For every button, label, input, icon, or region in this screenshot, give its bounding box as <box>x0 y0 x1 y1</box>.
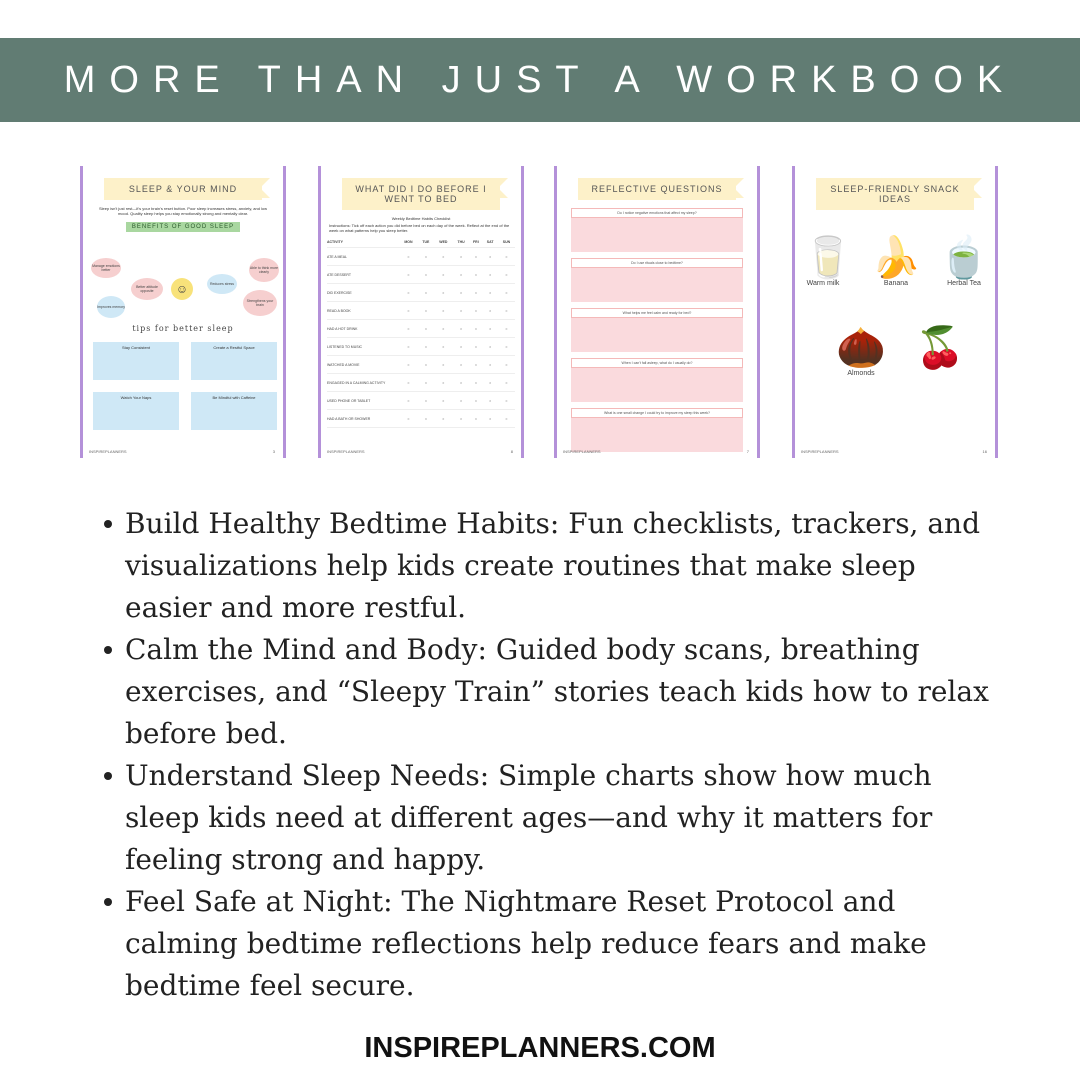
preview-title: WHAT DID I DO BEFORE I WENT TO BED <box>342 178 500 210</box>
preview-page-number: 8 <box>510 449 513 454</box>
activity-label: DID EXERCISE <box>327 284 399 302</box>
question-label: What is one small change I could try to improve my sleep this week? <box>571 408 743 418</box>
table-row: WATCHED A MOVIE ○ ○ ○ ○ ○ ○ ○ <box>327 356 515 374</box>
answer-box <box>571 368 743 402</box>
benefit-blob: Better attitude opposite <box>131 278 163 300</box>
activity-label: ATE A MEAL <box>327 248 399 266</box>
snack-item <box>829 326 893 377</box>
tea-icon: 🍵 <box>939 236 989 280</box>
preview-footer: INSPIREPLANNERS <box>563 449 601 454</box>
feature-bullet: Feel Safe at Night: The Nightmare Reset Protocol and calming bedtime reflections help reduce fears and make bedtime feel secure. <box>100 881 1000 1007</box>
table-row: USED PHONE OR TABLET ○ ○ ○ ○ ○ ○ ○ <box>327 392 515 410</box>
table-header-row <box>327 237 515 248</box>
activity-label: HAD A HOT DRINK <box>327 320 399 338</box>
column-header: TUE <box>418 237 434 248</box>
feature-bullet: Understand Sleep Needs: Simple charts show how much sleep kids need at different ages—and why it matters for feeling strong and happy. <box>100 755 1000 881</box>
tip-box: Stay Consistent <box>93 342 179 380</box>
benefit-blob: Strengthens your brain <box>243 290 277 316</box>
answer-box <box>571 268 743 302</box>
benefit-blob: Manage emotions better <box>91 258 121 278</box>
answer-box <box>571 218 743 252</box>
preview-page-number: 16 <box>982 449 987 454</box>
snack-item <box>871 236 921 287</box>
activity-label: WATCHED A MOVIE <box>327 356 399 374</box>
tips-title: tips for better sleep <box>132 324 234 333</box>
preview-title: SLEEP & YOUR MIND <box>104 178 262 200</box>
website-url: INSPIREPLANNERS.COM <box>364 1032 716 1064</box>
preview-footer: INSPIREPLANNERS <box>89 449 127 454</box>
preview-footer: INSPIREPLANNERS <box>801 449 839 454</box>
benefit-blob: Reduces stress <box>207 274 237 294</box>
table-row: HAD A BATH OR SHOWER ○ ○ ○ ○ ○ ○ ○ <box>327 410 515 428</box>
benefit-blob: Able to think more clearly <box>249 258 279 282</box>
table-row: DID EXERCISE ○ ○ ○ ○ ○ ○ ○ <box>327 284 515 302</box>
answer-box <box>571 418 743 452</box>
snack-label: Herbal Tea <box>947 280 981 287</box>
table-row: READ A BOOK ○ ○ ○ ○ ○ ○ ○ <box>327 302 515 320</box>
tip-box: Create a Restful Space <box>191 342 277 380</box>
milk-icon: 🥛 <box>803 236 853 280</box>
column-header: THU <box>453 237 470 248</box>
activity-label: LISTENED TO MUSIC <box>327 338 399 356</box>
column-header: SUN <box>498 237 515 248</box>
preview-title: REFLECTIVE QUESTIONS <box>578 178 736 200</box>
answer-box <box>571 318 743 352</box>
column-header: FRI <box>469 237 482 248</box>
page-previews <box>0 166 1080 460</box>
feature-bullet: Build Healthy Bedtime Habits: Fun checklists, trackers, and visualizations help kids create routines that make sleep easier and more restful. <box>100 503 1000 629</box>
activity-label: USED PHONE OR TABLET <box>327 392 399 410</box>
snack-item <box>803 236 853 287</box>
preview-title: SLEEP-FRIENDLY SNACK IDEAS <box>816 178 974 210</box>
cherries-icon: 🍒 <box>915 326 965 370</box>
snack-item <box>937 236 991 287</box>
question-label: What helps me feel calm and ready for bed? <box>571 308 743 318</box>
column-header: SAT <box>482 237 498 248</box>
benefits-title: BENEFITS OF GOOD SLEEP <box>126 222 240 232</box>
preview-page-reflective-questions <box>554 166 760 458</box>
tip-box: Watch Your Naps <box>93 392 179 430</box>
question-label: Do I use rituals close to bedtime? <box>571 258 743 268</box>
table-row: ENGAGED IN A CALMING ACTIVITY ○ ○ ○ ○ ○ ○ ○ <box>327 374 515 392</box>
preview-instructions: Instructions: Tick off each action you did before bed on each day of the week. Reflect at the end of the week on what patterns help you sleep better. <box>329 223 510 233</box>
habits-table <box>327 237 515 428</box>
snack-label: Banana <box>883 280 909 287</box>
preview-page-bedtime-checklist <box>318 166 524 458</box>
feature-bullet: Calm the Mind and Body: Guided body scans, breathing exercises, and “Sleepy Train” stories teach kids how to relax before bed. <box>100 629 1000 755</box>
table-row: LISTENED TO MUSIC ○ ○ ○ ○ ○ ○ ○ <box>327 338 515 356</box>
snack-label: Warm milk <box>806 280 840 287</box>
column-header: MON <box>399 237 418 248</box>
tip-box: Be Mindful with Caffeine <box>191 392 277 430</box>
preview-footer: INSPIREPLANNERS <box>327 449 365 454</box>
preview-page-number: 7 <box>746 449 749 454</box>
activity-label: ATE DESSERT <box>327 266 399 284</box>
table-row: HAD A HOT DRINK ○ ○ ○ ○ ○ ○ ○ <box>327 320 515 338</box>
snack-label: Almonds <box>847 370 875 377</box>
column-header: WED <box>434 237 453 248</box>
table-row: ATE A MEAL ○ ○ ○ ○ ○ ○ ○ <box>327 248 515 266</box>
question-label: Do I notice negative emotions that affect my sleep? <box>571 208 743 218</box>
preview-page-number: 3 <box>272 449 275 454</box>
activity-label: HAD A BATH OR SHOWER <box>327 410 399 428</box>
snack-item <box>913 326 967 370</box>
benefit-blob: Improves memory <box>97 296 125 318</box>
preview-subtitle: Weekly Bedtime Habits Checklist <box>391 216 451 221</box>
activity-label: ENGAGED IN A CALMING ACTIVITY <box>327 374 399 392</box>
preview-page-snack-ideas <box>792 166 998 458</box>
preview-page-sleep-mind <box>80 166 286 458</box>
question-label: When I can't fall asleep, what do I usually do? <box>571 358 743 368</box>
banana-icon: 🍌 <box>871 236 921 280</box>
table-row: ATE DESSERT ○ ○ ○ ○ ○ ○ ○ <box>327 266 515 284</box>
preview-intro: Sleep isn't just rest—it's your brain's reset button. Poor sleep increases stress, anxiety, and low mood. Quality sleep helps you stay emotionally strong and mentally clear. <box>98 206 268 216</box>
header-banner <box>0 38 1080 122</box>
feature-list <box>100 503 1000 1007</box>
activity-label: READ A BOOK <box>327 302 399 320</box>
moon-face-icon: ☺ <box>171 278 193 300</box>
almonds-icon: 🌰 <box>836 326 886 370</box>
column-header: ACTIVITY <box>327 237 399 248</box>
page-title: MORE THAN JUST A WORKBOOK <box>63 58 1017 101</box>
